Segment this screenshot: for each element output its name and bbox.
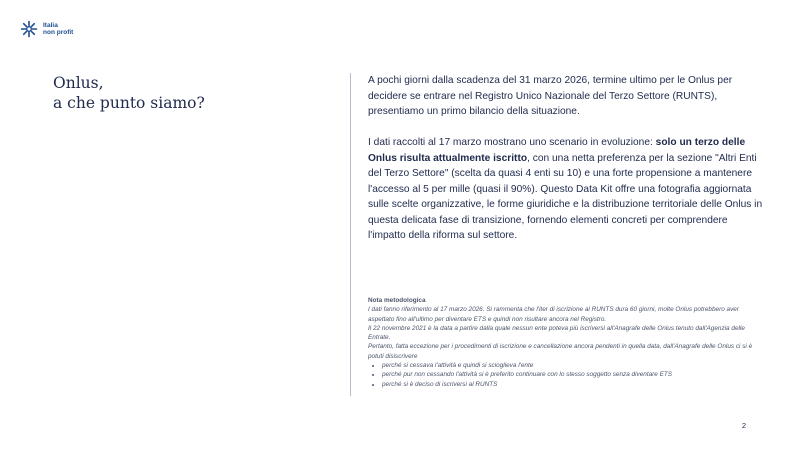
p2-text-before: I dati raccolti al 17 marzo mostrano uno scenario in evoluzione: xyxy=(368,137,656,148)
logo-text xyxy=(43,22,73,37)
logo-line-1: Italia xyxy=(43,21,58,29)
methodology-note-paragraph-1: I dati fanno riferimento al 17 marzo 2026. Si rammenta che l'iter di iscrizione al RUNTS dura 60 giorni, molte Onlus potrebbero aver aspettato fino all'ultimo per diventare ETS e quindi non risultare ancora nel Registro. xyxy=(368,306,739,323)
list-item: • perché si è deciso di iscriversi al RUNTS xyxy=(382,380,763,389)
methodology-note-list xyxy=(368,361,763,389)
p2-text-after: , con una netta preferenza per la sezione "Altri Enti del Terzo Settore" (scelta da quasi 4 enti su 10) e una forte propensione a mantenere l'accesso al 5 per mille (quasi il 90%). Questo Data Kit offre una fotografia aggiornata sulle scelte organizzative, le forme giuridiche e la distribuzione territoriale delle Onlus in questa delicata fase di transizione, fornendo elementi concreti per comprendere l'impatto della riforma sul settore. xyxy=(368,152,763,241)
intro-paragraph-2 xyxy=(368,135,763,244)
page-number: 2 xyxy=(741,421,746,430)
title-line-1: Onlus, xyxy=(53,74,104,92)
methodology-note xyxy=(368,296,763,389)
title-line-2: a che punto siamo? xyxy=(53,94,205,112)
list-item: • perché si cessava l'attività e quindi si scioglieva l'ente xyxy=(382,361,763,370)
vertical-divider xyxy=(350,73,351,396)
list-item: • perché pur non cessando l'attività si è preferito continuare con lo stesso soggetto senza diventare ETS xyxy=(382,370,763,379)
intro-paragraph-1: A pochi giorni dalla scadenza del 31 marzo 2026, termine ultimo per le Onlus per decidere se entrare nel Registro Unico Nazionale del Terzo Settore (RUNTS), presentiamo un primo bilancio della situazione. xyxy=(368,75,733,117)
p2-highlight: solo un terzo delle Onlus risulta attualmente iscritto xyxy=(368,137,746,164)
intro-text xyxy=(368,73,763,244)
logo-line-2: non profit xyxy=(43,29,74,36)
methodology-note-paragraph-3: Pertanto, fatta eccezione per i procedimenti di iscrizione e cancellazione ancora pendenti in quella data, dall'Anagrafe delle Onlus ci si è potuti disiscrivere xyxy=(368,343,753,360)
page-title xyxy=(53,73,205,113)
asterisk-logo-icon xyxy=(20,20,38,38)
methodology-note-paragraph-2: Il 22 novembre 2021 è la data a partire dalla quale nessun ente poteva più iscriversi all'Anagrafe delle Onlus tenuto dall'Agenzia delle Entrate. xyxy=(368,324,745,342)
methodology-note-title: Nota metodologica xyxy=(368,297,426,304)
italia-non-profit-logo xyxy=(20,20,73,38)
